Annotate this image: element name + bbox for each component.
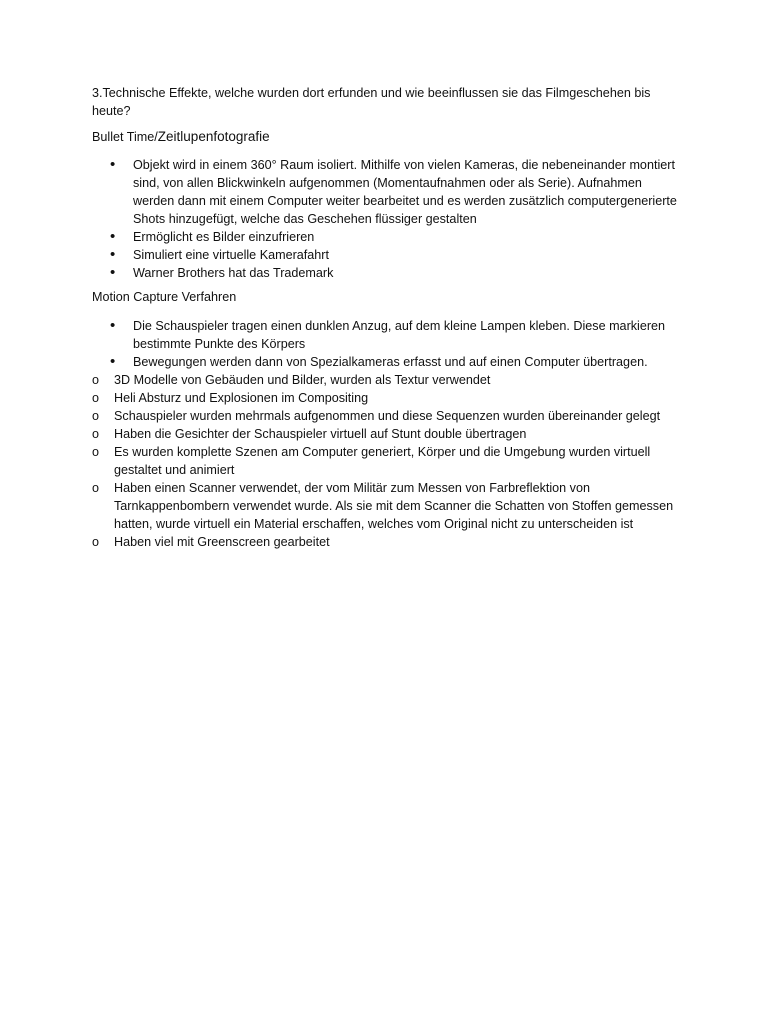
list-item: o Heli Absturz und Explosionen im Compositing (92, 389, 682, 407)
list-item: • Simuliert eine virtuelle Kamerafahrt (92, 246, 682, 264)
section-heading-bullet-time (92, 128, 682, 146)
section-heading-bullet-time-alt: Zeitlupenfotografie (157, 129, 270, 144)
effects-list (92, 371, 682, 551)
list-item: • Warner Brothers hat das Trademark (92, 264, 682, 282)
list-item: • Bewegungen werden dann von Spezialkameras erfasst und auf einen Computer übertragen. (92, 353, 682, 371)
list-item: o Haben einen Scanner verwendet, der vom Militär zum Messen von Farbreflektion von Tarnkappenbombern verwendet wurde. Als sie mit dem Scanner die Schatten von Stoffen gemessen hatten, wurde virtuell ein Material erschaffen, welches vom Original nicht zu unterscheiden ist (92, 479, 682, 533)
bullet-time-list (92, 156, 682, 282)
list-item: • Objekt wird in einem 360° Raum isoliert. Mithilfe von vielen Kameras, die nebeneinander montiert sind, von allen Blickwinkeln aufgenommen (Momentaufnahmen oder als Serie). Aufnahmen werden dann mit einem Computer weiter bearbeitet und es werden zusätzlich computergenerierte Shots hinzugefügt, welche das Geschehen flüssiger gestalten (92, 156, 682, 228)
question-heading: 3.Technische Effekte, welche wurden dort erfunden und wie beeinflussen sie das Filmgeschehen bis heute? (92, 86, 651, 118)
document-page (92, 84, 682, 551)
motion-capture-list (92, 317, 682, 371)
list-item: • Ermöglicht es Bilder einzufrieren (92, 228, 682, 246)
list-item: o Haben die Gesichter der Schauspieler virtuell auf Stunt double übertragen (92, 425, 682, 443)
section-heading-motion-capture: Motion Capture Verfahren (92, 290, 237, 304)
list-item: • Die Schauspieler tragen einen dunklen Anzug, auf dem kleine Lampen kleben. Diese markieren bestimmte Punkte des Körpers (92, 317, 682, 353)
list-item: o Haben viel mit Greenscreen gearbeitet (92, 533, 682, 551)
list-item: o 3D Modelle von Gebäuden und Bilder, wurden als Textur verwendet (92, 371, 682, 389)
list-item: o Schauspieler wurden mehrmals aufgenommen und diese Sequenzen wurden übereinander gelegt (92, 407, 682, 425)
section-heading-bullet-time-label: Bullet Time/ (92, 130, 158, 144)
list-item: o Es wurden komplette Szenen am Computer generiert, Körper und die Umgebung wurden virtuell gestaltet und animiert (92, 443, 682, 479)
